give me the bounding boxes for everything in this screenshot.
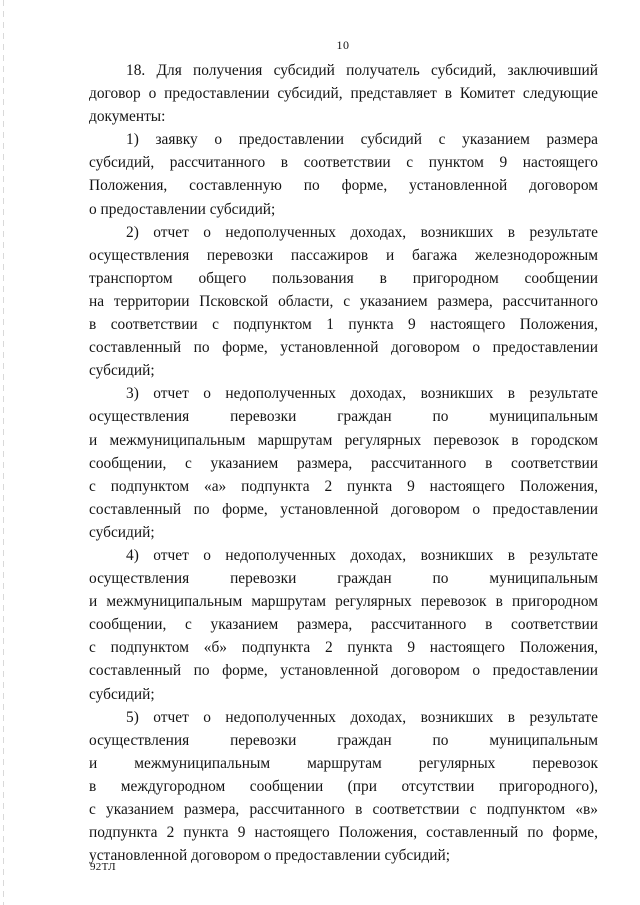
- text-line: составленный по форме, установленной договором о предоставлении: [89, 339, 598, 357]
- text-line: субсидий;: [89, 685, 155, 703]
- text-line: документы:: [89, 108, 166, 126]
- footer-code: 92ТЛ: [90, 861, 116, 873]
- text-line: составленный по форме, установленной договором о предоставлении: [89, 500, 598, 518]
- text-line: 18. Для получения субсидий получатель субсидий, заключивший: [126, 62, 598, 79]
- text-line: осуществления перевозки граждан по муниципальным: [89, 408, 598, 426]
- text-line: в соответствии с подпунктом 1 пункта 9 настоящего Положения,: [89, 316, 598, 334]
- text-line: субсидий;: [89, 362, 155, 380]
- scan-edge-mark: [3, 0, 4, 905]
- text-line: осуществления перевозки граждан по муниципальным: [89, 731, 598, 749]
- page-number: 10: [336, 38, 350, 52]
- text-line: субсидий, рассчитанного в соответствии с пунктом 9 настоящего: [89, 154, 598, 172]
- paragraph: [89, 382, 598, 544]
- paragraph: [89, 221, 598, 383]
- document-body: [89, 59, 598, 867]
- text-line: 3) отчет о недополученных доходах, возникших в результате: [126, 385, 598, 403]
- text-line: на территории Псковской области, с указанием размера, рассчитанного: [89, 292, 598, 310]
- text-line: 4) отчет о недополученных доходах, возникших в результате: [126, 546, 598, 564]
- text-line: в междугородном сообщении (при отсутствии пригородного),: [89, 777, 598, 795]
- text-line: сообщении, с указанием размера, рассчитанного в соответствии: [89, 616, 598, 634]
- text-line: о предоставлении субсидий;: [89, 200, 276, 218]
- paragraph: [89, 706, 598, 868]
- text-line: осуществления перевозки граждан по муниципальным: [89, 570, 598, 588]
- text-line: осуществления перевозки пассажиров и багажа железнодорожным: [89, 246, 598, 264]
- text-line: Положения, составленную по форме, установленной договором: [89, 177, 598, 195]
- text-line: 1) заявку о предоставлении субсидий с указанием размера: [126, 131, 598, 149]
- text-line: с подпунктом «б» подпункта 2 пункта 9 настоящего Положения,: [89, 639, 598, 657]
- text-line: подпункта 2 пункта 9 настоящего Положения, составленный по форме,: [89, 824, 598, 842]
- text-line: 2) отчет о недополученных доходах, возникших в результате: [126, 223, 598, 241]
- paragraph: [89, 544, 598, 706]
- paragraph: [89, 128, 598, 220]
- text-line: сообщении, с указанием размера, рассчитанного в соответствии: [89, 454, 598, 472]
- text-line: составленный по форме, установленной договором о предоставлении: [89, 662, 598, 680]
- text-line: установленной договором о предоставлении субсидий;: [89, 847, 451, 865]
- text-line: и межмуниципальным маршрутам регулярных перевозок в пригородном: [89, 593, 598, 611]
- text-line: субсидий;: [89, 523, 155, 541]
- text-line: с подпунктом «а» подпункта 2 пункта 9 настоящего Положения,: [89, 477, 598, 495]
- paragraph: [89, 59, 598, 128]
- text-line: и межмуниципальным маршрутам регулярных перевозок: [89, 754, 598, 772]
- text-line: транспортом общего пользования в пригородном сообщении: [89, 269, 598, 287]
- text-line: договор о предоставлении субсидий, представляет в Комитет следующие: [89, 85, 598, 103]
- text-line: и межмуниципальным маршрутам регулярных перевозок в городском: [89, 431, 598, 449]
- text-line: 5) отчет о недополученных доходах, возникших в результате: [126, 708, 598, 726]
- text-line: с указанием размера, рассчитанного в соответствии с подпунктом «в»: [89, 801, 598, 818]
